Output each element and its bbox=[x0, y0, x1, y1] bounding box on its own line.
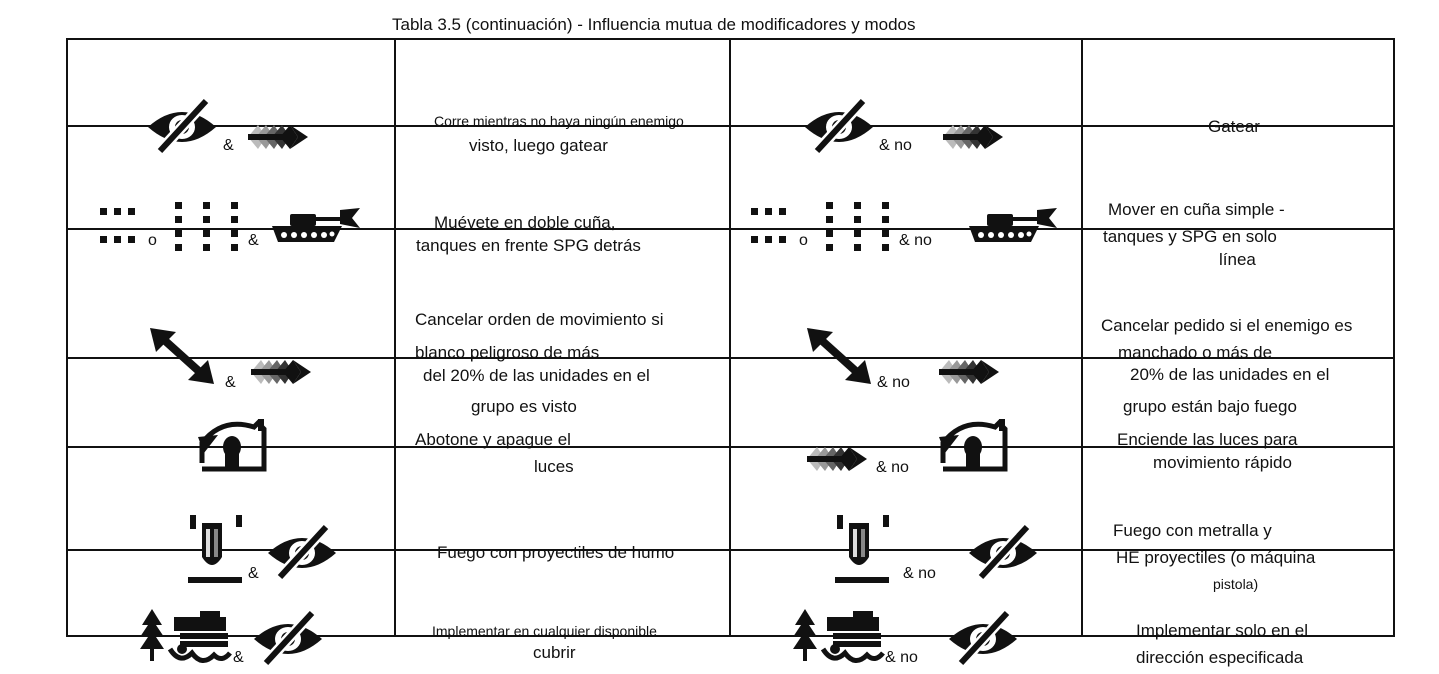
desc-line: Abotone y apague el bbox=[415, 429, 571, 449]
connector-alt: o bbox=[148, 231, 157, 249]
eye-slash-icon bbox=[252, 605, 324, 671]
connector: & no bbox=[885, 649, 918, 666]
desc-line: Cancelar pedido si el enemigo es bbox=[1101, 315, 1353, 335]
right-icon-cell bbox=[730, 358, 1082, 476]
desc-line: línea bbox=[1219, 249, 1256, 269]
right-description-cell bbox=[1082, 126, 1394, 269]
right-description-cell bbox=[1082, 447, 1394, 592]
left-icon-cell bbox=[67, 447, 395, 582]
table-caption bbox=[0, 15, 1439, 39]
cover-tree-tank-icon bbox=[140, 609, 232, 665]
desc-line: Implementar en cualquier disponible bbox=[432, 623, 657, 639]
left-icon-cell bbox=[67, 39, 395, 154]
desc-line: tanques y SPG en solo bbox=[1103, 226, 1277, 246]
left-description-cell bbox=[395, 39, 730, 155]
desc-line: Implementar solo en el bbox=[1136, 621, 1308, 640]
desc-line: Muévete en doble cuña, bbox=[434, 212, 616, 232]
right-icon-cell bbox=[730, 39, 1082, 154]
table-row bbox=[67, 229, 1394, 358]
eye-slash-icon bbox=[947, 605, 1019, 671]
desc-line: Enciende las luces para bbox=[1117, 429, 1298, 449]
connector: & no bbox=[879, 136, 912, 154]
desc-line: manchado o más de bbox=[1118, 342, 1273, 362]
left-icon-cell bbox=[67, 358, 395, 447]
table-row bbox=[67, 447, 1394, 550]
desc-line: Fuego con proyectiles de humo bbox=[437, 542, 675, 562]
desc-line: Mover en cuña simple - bbox=[1108, 199, 1285, 219]
desc-line: grupo están bajo fuego bbox=[1123, 396, 1297, 416]
desc-line: movimiento rápido bbox=[1153, 452, 1292, 472]
right-description-cell bbox=[1082, 39, 1394, 136]
left-description-cell bbox=[395, 229, 730, 416]
desc-line: dirección especificada bbox=[1136, 648, 1304, 667]
desc-line: Cancelar orden de movimiento si bbox=[415, 309, 664, 329]
right-icon-cell bbox=[730, 550, 1082, 666]
connector: & no bbox=[876, 458, 909, 476]
desc-line: del 20% de las unidades en el bbox=[423, 365, 650, 385]
desc-line: grupo es visto bbox=[471, 396, 577, 416]
connector: & bbox=[233, 649, 244, 666]
connector: & no bbox=[877, 373, 910, 391]
table-row bbox=[67, 550, 1394, 636]
desc-line: pistola) bbox=[1213, 575, 1259, 592]
right-icon-cell bbox=[730, 447, 1082, 582]
desc-line: HE proyectiles (o máquina bbox=[1116, 547, 1316, 567]
left-description-cell bbox=[395, 358, 730, 476]
left-description-cell bbox=[395, 126, 730, 255]
table-row bbox=[67, 358, 1394, 447]
connector-alt: o bbox=[799, 231, 808, 249]
desc-line: luces bbox=[534, 456, 574, 476]
right-icon-cell bbox=[730, 126, 1082, 249]
right-description-cell bbox=[1082, 226, 1394, 416]
left-icon-cell bbox=[67, 550, 395, 666]
desc-line: blanco peligroso de más bbox=[415, 342, 600, 362]
right-description-cell bbox=[1082, 547, 1394, 667]
left-description-cell bbox=[395, 550, 730, 662]
desc-line: tanques en frente SPG detrás bbox=[416, 235, 641, 255]
connector: & no bbox=[899, 231, 932, 249]
desc-line: cubrir bbox=[533, 643, 576, 662]
table-row bbox=[67, 126, 1394, 229]
right-description-cell bbox=[1082, 358, 1394, 472]
connector: & no bbox=[903, 564, 936, 582]
desc-line: 20% de las unidades en el bbox=[1130, 364, 1330, 384]
right-icon-cell bbox=[730, 229, 1082, 391]
connector: & bbox=[248, 564, 259, 582]
connector: & bbox=[225, 373, 236, 391]
connector: & bbox=[223, 136, 234, 154]
connector: & bbox=[248, 231, 259, 249]
desc-line: visto, luego gatear bbox=[469, 135, 608, 155]
caption-text: Tabla 3.5 (continuación) - Influencia mutua de modificadores y modos bbox=[392, 15, 916, 34]
left-icon-cell bbox=[67, 126, 395, 249]
left-icon-cell bbox=[67, 229, 395, 391]
modifiers-table bbox=[66, 38, 1395, 667]
cover-tree-tank-icon bbox=[793, 609, 885, 665]
left-description-cell bbox=[395, 447, 730, 562]
table-row bbox=[67, 39, 1394, 126]
desc-line: Fuego con metralla y bbox=[1113, 520, 1272, 540]
desc-line: Corre mientras no haya ningún enemigo bbox=[434, 112, 684, 129]
desc-line: Gatear bbox=[1208, 116, 1260, 136]
